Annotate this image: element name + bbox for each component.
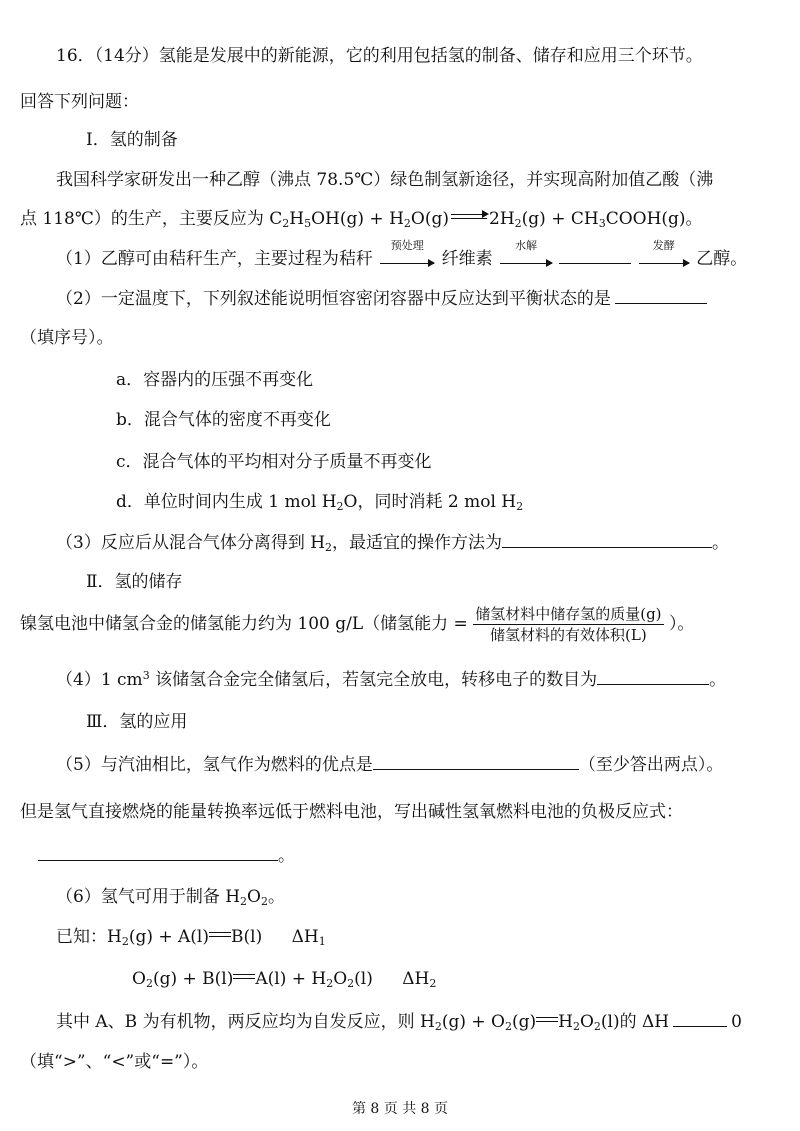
question-4: （4）1 $cm^3$ 该储氢合金完全储氢后，若氢完全放电，转移电子的数目为 。: [56, 669, 727, 690]
answer-blank-6[interactable]: [673, 1010, 727, 1027]
answer-blank-4[interactable]: [597, 668, 709, 685]
question-1: （1）乙醇可由秸秆生产，主要过程为秸秆 预处理 纤维素 水解 发酵 乙醇。: [56, 239, 748, 269]
process-arrow-icon: 水解: [500, 247, 552, 271]
known-equation-2: $O_2(g) + B(l) A(l) + H_2O_2(l)$ $\Delta H_2$: [132, 969, 437, 990]
answer-blank-3[interactable]: [502, 531, 712, 548]
section-title-preparation: Ⅰ．氢的制备: [86, 130, 178, 150]
question-5-cont: 但是氢气直接燃烧的能量转换率远低于燃料电池，写出碱性氢氧燃料电池的负极反应式：: [20, 802, 683, 822]
question-6-note: （填“>”、“<”或“=”）。: [20, 1052, 209, 1072]
process-arrow-icon: 发酵: [639, 247, 689, 271]
equilibrium-arrow-icon: [451, 212, 487, 222]
question-3: （3）反应后从混合气体分离得到 $H_2$，最适宜的操作方法为 。: [56, 533, 730, 554]
question-6: （6）氢气可用于制备 $H_2O_2$。: [56, 887, 285, 908]
answer-blank-5[interactable]: [373, 753, 579, 770]
option-d: d．单位时间内生成 1 mol $H_2O$，同时消耗 2 mol $H_2$: [116, 492, 524, 513]
question-header: 16．（14分）氢能是发展中的新能源，它的利用包括氢的制备、储存和应用三个环节。: [56, 46, 703, 66]
question-5-answer-line: 。: [38, 844, 295, 868]
known-equation-1: 已知：$H_2(g) + A(l)$ B(l) $\Delta H_1$: [56, 927, 326, 948]
answer-blank-2[interactable]: [615, 287, 707, 304]
equals-sign-icon: [209, 931, 231, 939]
question-5: （5）与汽油相比，氢气作为燃料的优点是 （至少答出两点）。: [56, 755, 724, 775]
page-footer: 第 8 页 共 8 页: [351, 1101, 449, 1117]
section-title-storage: Ⅱ．氢的储存: [86, 572, 183, 592]
question-6-final: 其中 A、B 为有机物，两反应均为自发反应，则 $H_2(g) + O_2(g)$ $H_2O_2(l)$的 ΔH 0: [56, 1012, 742, 1033]
process-arrow-icon: 预处理: [380, 247, 434, 271]
option-b: b．混合气体的密度不再变化: [116, 410, 331, 430]
equals-sign-icon: [536, 1016, 558, 1024]
intro-line-1: 我国科学家研发出一种乙醇（沸点 78.5℃）绿色制氢新途径，并实现高附加值乙酸（沸: [56, 170, 714, 190]
option-a: a．容器内的压强不再变化: [116, 370, 314, 390]
question-2-note: （填序号）。: [20, 328, 114, 348]
storage-fraction: $\frac{\text{储氢材料中储存氢的质量(g)}}{\text{储氢材料的有效体积(L)}}$: [475, 605, 662, 644]
intro-line-2: 点 118℃）的生产，主要反应为 $C_2H_5OH(g) + H_2O(g)$ $2H_2(g)$ + $CH_3COOH(g)$。: [20, 209, 703, 230]
answer-blank-1[interactable]: [559, 247, 631, 264]
option-c: c．混合气体的平均相对分子质量不再变化: [116, 452, 432, 472]
equals-sign-icon: [233, 973, 255, 981]
section-title-application: Ⅲ．氢的应用: [86, 712, 188, 732]
storage-capacity-line: 镍氢电池中储氢合金的储氢能力约为 100 g/L（储氢能力 = $\frac{\text{储氢材料中储存氢的质量(g)}}{\text{储氢材料的有效体积(L)}}$ ）。: [20, 605, 695, 644]
question-instruction: 回答下列问题：: [20, 92, 139, 112]
answer-blank-5b[interactable]: [38, 844, 278, 861]
question-2: （2）一定温度下，下列叙述能说明恒容密闭容器中反应达到平衡状态的是: [56, 287, 707, 311]
